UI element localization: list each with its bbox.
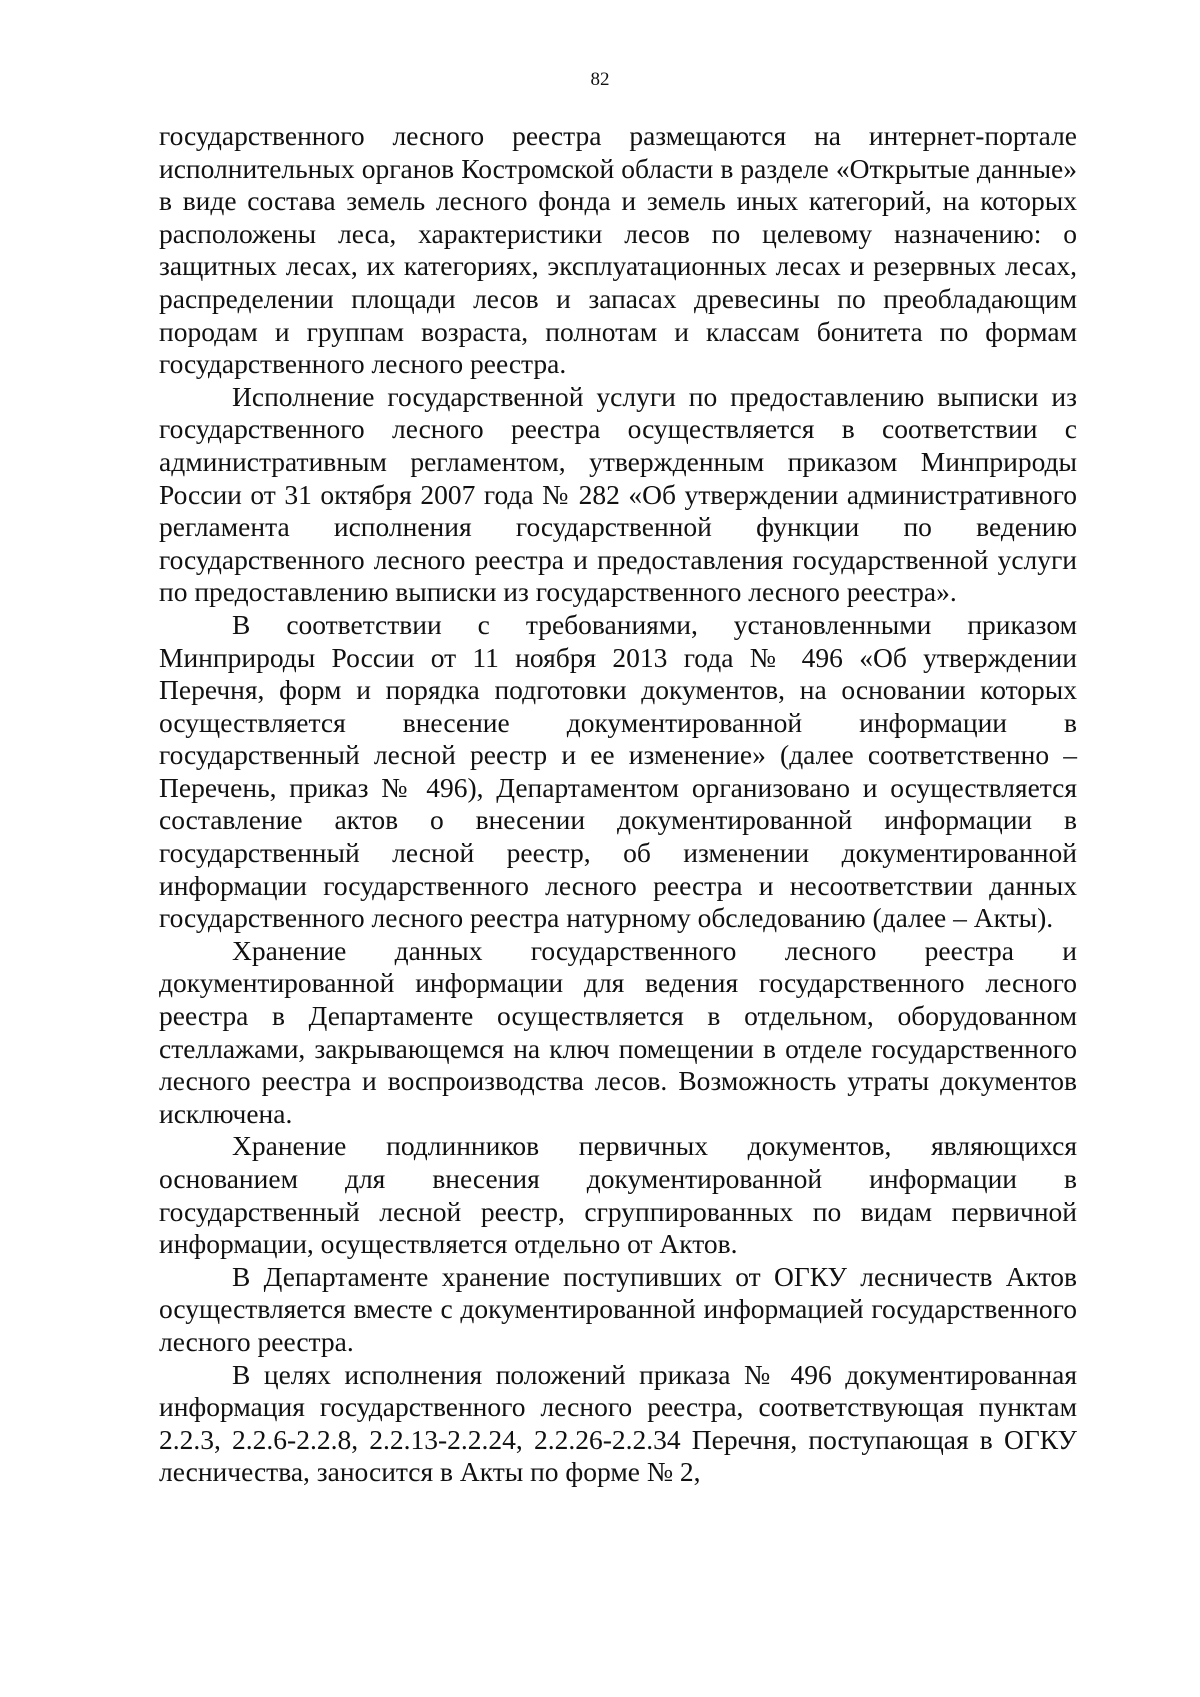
document-body: [159, 120, 1077, 1489]
paragraph-order-496-acts: В соответствии с требованиями, установленными приказом Минприроды России от 11 ноября 2013 года № 496 «Об утверждении Перечня, форм и порядка подготовки документов, на основании которых осуществляется внесение документированной информации в государственный лесной реестр и ее изменение» (далее соответственно – Перечень, приказ № 496), Департаментом организовано и осуществляется составление актов о внесении документированной информации в государственный лесной реестр, об изменении документированной информации государственного лесного реестра и несоответствии данных государственного лесного реестра натурному обследованию (далее – Акты).: [159, 608, 1077, 934]
paragraph-department-acts-storage: В Департаменте хранение поступивших от ОГКУ лесничеств Актов осуществляется вместе с документированной информацией государственного лесного реестра.: [159, 1260, 1077, 1357]
paragraph-order-496-form-2: В целях исполнения положений приказа № 496 документированная информация государственного лесного реестра, соответствующая пунктам 2.2.3, 2.2.6-2.2.8, 2.2.13-2.2.24, 2.2.26-2.2.34 Перечня, поступающая в ОГКУ лесничества, заносится в Акты по форме № 2,: [159, 1358, 1077, 1488]
paragraph-original-documents-storage: Хранение подлинников первичных документов, являющихся основанием для внесения документированной информации в государственный лесной реестр, сгруппированных по видам первичной информации, осуществляется отдельно от Актов.: [159, 1130, 1077, 1260]
paragraph-forest-registry-open-data: государственного лесного реестра размещаются на интернет-портале исполнительных органов Костромской области в разделе «Открытые данные» в виде состава земель лесного фонда и земель иных категорий, на которых расположены леса, характеристики лесов по целевому назначению: о защитных лесах, их категориях, эксплуатационных лесах и резервных лесах, распределении площади лесов и запасах древесины по преобладающим породам и группам возраста, полнотам и классам бонитета по формам государственного лесного реестра.: [159, 120, 1077, 380]
paragraph-data-storage: Хранение данных государственного лесного реестра и документированной информации для ведения государственного лесного реестра в Департаменте осуществляется в отдельном, оборудованном стеллажами, закрывающемся на ключ помещении в отделе государственного лесного реестра и воспроизводства лесов. Возможность утраты документов исключена.: [159, 934, 1077, 1129]
page-number: 82: [590, 69, 610, 90]
paragraph-registry-extract-service: Исполнение государственной услуги по предоставлению выписки из государственного лесного реестра осуществляется в соответствии с административным регламентом, утвержденным приказом Минприроды России от 31 октября 2007 года № 282 «Об утверждении административного регламента исполнения государственной функции по ведению государственного лесного реестра и предоставления государственной услуги по предоставлению выписки из государственного лесного реестра».: [159, 380, 1077, 608]
